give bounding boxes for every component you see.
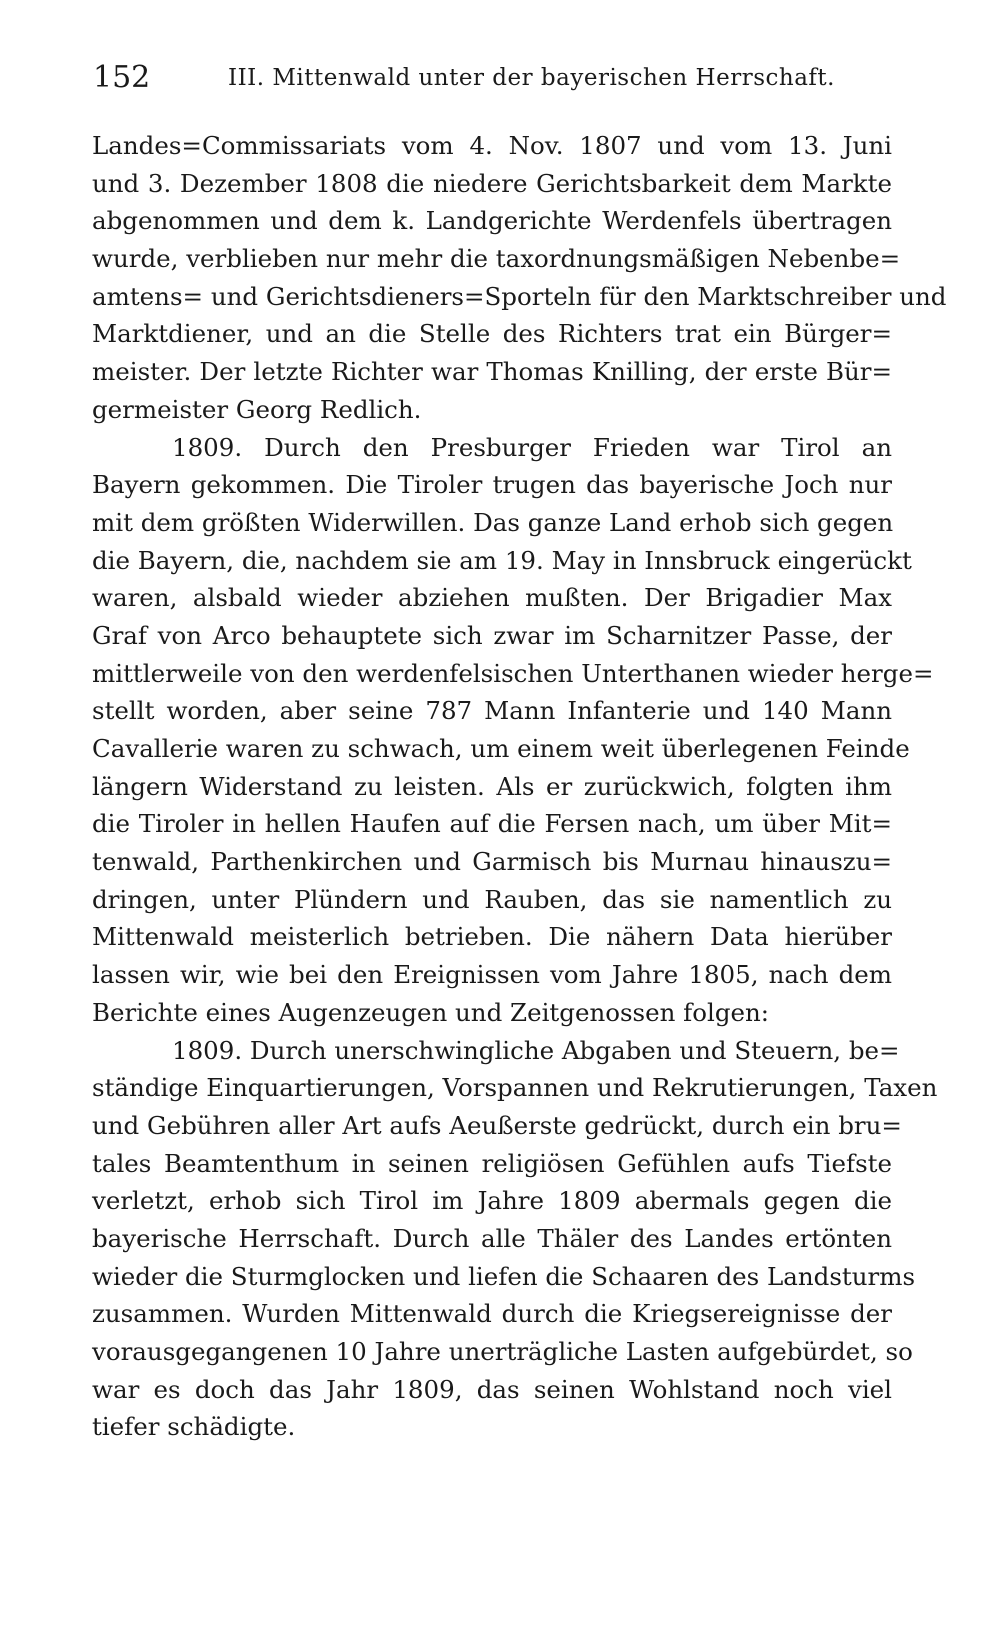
text-line: ständige Einquartierungen, Vorspannen und Rekrutierungen, Taxen: [92, 1073, 938, 1103]
text-line: Cavallerie waren zu schwach, um einem weit überlegenen Feinde: [92, 734, 910, 763]
running-head: III. Mittenwald unter der bayerischen Herrschaft.: [228, 65, 835, 91]
text-line: wieder die Sturmglocken und liefen die Schaaren des Landsturms: [92, 1261, 916, 1291]
text-line: bayerische Herrschaft. Durch alle Thäler des Landes ertönten: [92, 1223, 892, 1253]
text-line: wurde, verblieben nur mehr die taxordnungsmäßigen Nebenbe=: [92, 244, 901, 274]
text-line: abgenommen und dem k. Landgerichte Werdenfels übertragen: [92, 206, 892, 236]
text-line: zusammen. Wurden Mittenwald durch die Kriegsereignisse der: [92, 1299, 892, 1329]
text-line: tiefer schädigte.: [92, 1412, 296, 1442]
text-line: und 3. Dezember 1808 die niedere Gerichtsbarkeit dem Markte: [92, 168, 892, 198]
text-line: Berichte eines Augenzeugen und Zeitgenossen folgen:: [92, 997, 770, 1027]
text-line: meister. Der letzte Richter war Thomas Knilling, der erste Bür=: [92, 357, 892, 387]
text-line: Graf von Arco behauptete sich zwar im Scharnitzer Passe, der: [92, 620, 892, 650]
text-line: die Bayern, die, nachdem sie am 19. May in Innsbruck eingerückt: [92, 545, 912, 575]
text-line: vorausgegangenen 10 Jahre unerträgliche Lasten aufgebürdet, so: [92, 1337, 913, 1366]
text-line: mittlerweile von den werdenfelsischen Unterthanen wieder herge=: [92, 658, 934, 688]
text-line: dringen, unter Plündern und Rauben, das sie namentlich zu: [92, 884, 892, 914]
text-line: mit dem größten Widerwillen. Das ganze Land erhob sich gegen: [92, 507, 894, 537]
text-line: waren, alsbald wieder abziehen mußten. Der Brigadier Max: [92, 583, 892, 613]
text-line: war es doch das Jahr 1809, das seinen Wohlstand noch viel: [92, 1374, 892, 1404]
text-line: die Tiroler in hellen Haufen auf die Fersen nach, um über Mit=: [92, 809, 892, 839]
paragraph-start-line: 1809. Durch den Presburger Frieden war Tirol an: [172, 432, 892, 462]
text-line: längern Widerstand zu leisten. Als er zurückwich, folgten ihm: [92, 771, 892, 801]
text-line: germeister Georg Redlich.: [92, 394, 422, 424]
text-line: verletzt, erhob sich Tirol im Jahre 1809 abermals gegen die: [92, 1186, 892, 1216]
text-line: Marktdiener, und an die Stelle des Richters trat ein Bürger=: [92, 319, 892, 349]
text-line: Bayern gekommen. Die Tiroler trugen das bayerische Joch nur: [92, 470, 892, 500]
text-line: Landes=Commissariats vom 4. Nov. 1807 und vom 13. Juni: [92, 131, 892, 160]
text-line: tenwald, Parthenkirchen und Garmisch bis Murnau hinauszu=: [92, 847, 892, 877]
text-line: lassen wir, wie bei den Ereignissen vom Jahre 1805, nach dem: [92, 960, 892, 990]
text-line: stellt worden, aber seine 787 Mann Infanterie und 140 Mann: [92, 696, 892, 726]
text-line: und Gebühren aller Art aufs Aeußerste gedrückt, durch ein bru=: [92, 1110, 902, 1140]
body-text: [92, 127, 947, 1446]
page-number: 152: [93, 60, 151, 95]
text-line: amtens= und Gerichtsdieners=Sporteln für den Marktschreiber und: [92, 281, 947, 311]
text-line: tales Beamtenthum in seinen religiösen Gefühlen aufs Tiefste: [92, 1148, 892, 1178]
page-header: [93, 58, 893, 98]
text-line: Mittenwald meisterlich betrieben. Die nähern Data hierüber: [92, 922, 892, 952]
paragraph-start-line: 1809. Durch unerschwingliche Abgaben und Steuern, be=: [172, 1035, 900, 1065]
